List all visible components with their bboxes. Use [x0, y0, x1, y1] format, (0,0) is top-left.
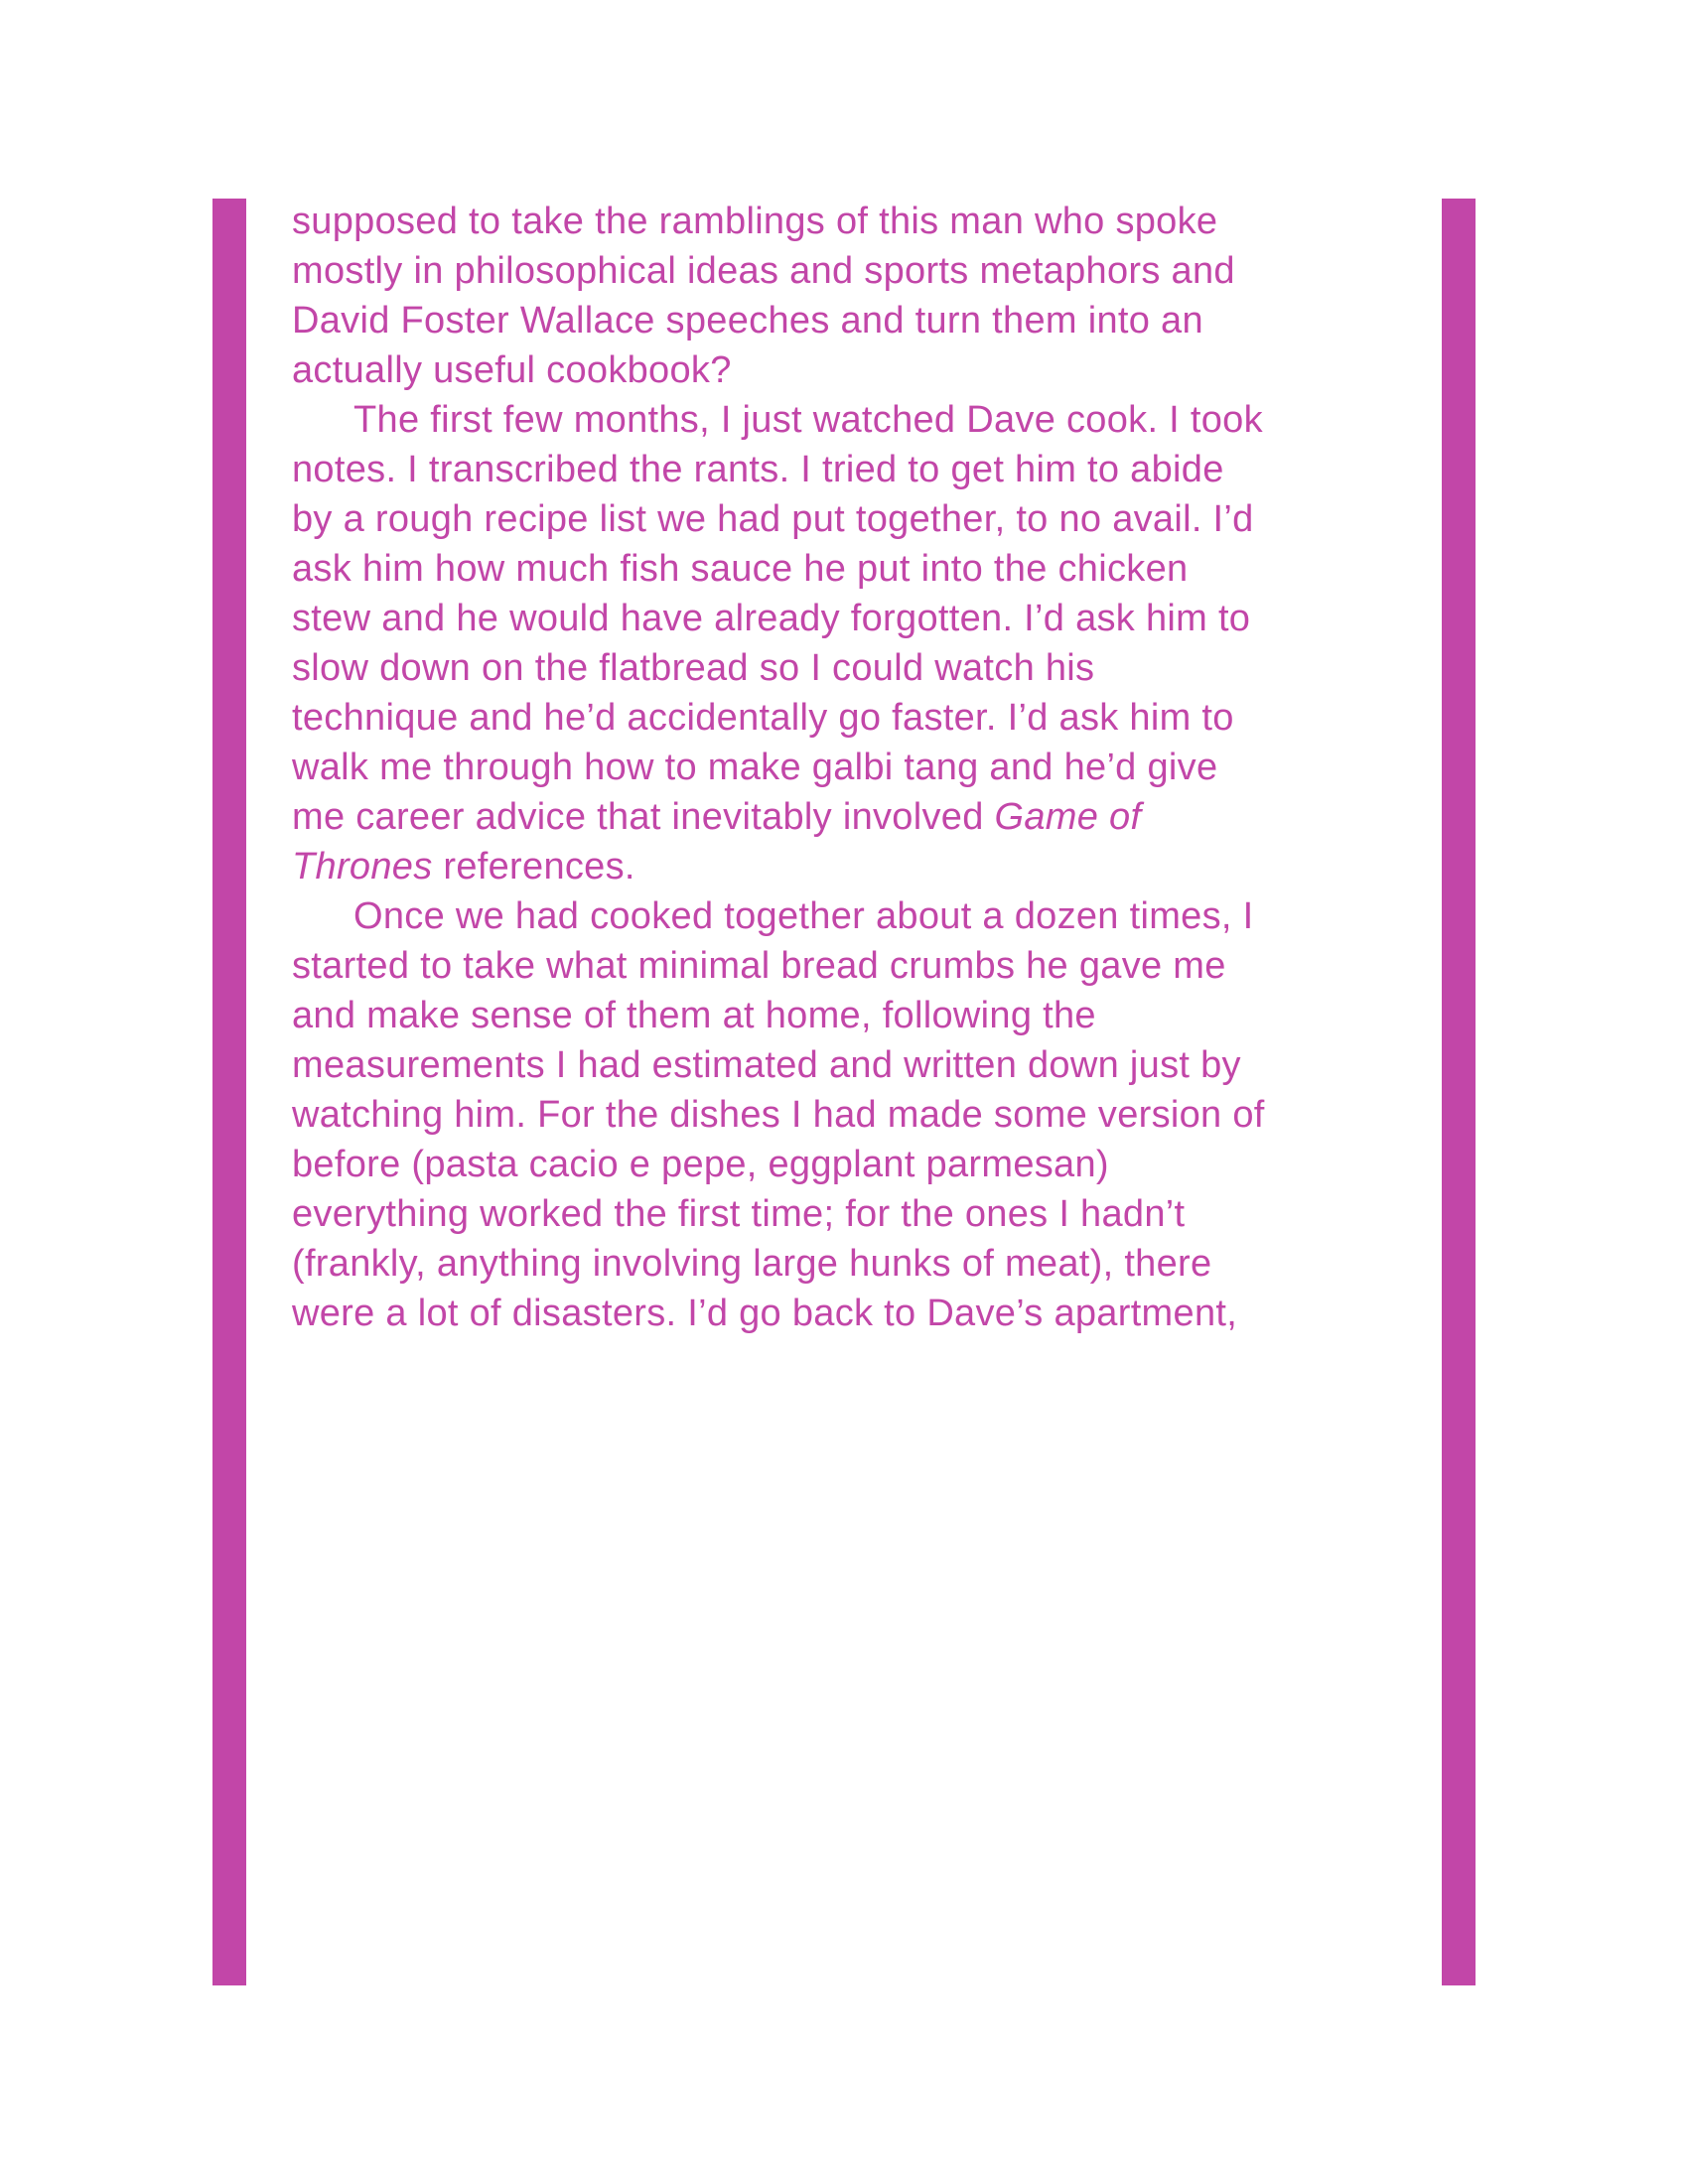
text-span: stew and he would have already forgotten. I’d ask him to	[292, 598, 1251, 639]
paragraph	[292, 395, 1444, 891]
text-span: everything worked the first time; for the ones I hadn’t	[292, 1193, 1186, 1235]
text-span: supposed to take the ramblings of this man who spoke	[292, 201, 1218, 242]
text-line	[292, 445, 1444, 494]
text-line	[292, 345, 1444, 395]
text-span: before (pasta cacio e pepe, eggplant parmesan)	[292, 1144, 1109, 1185]
italic-text-span: Thrones	[292, 846, 433, 887]
text-line	[292, 1239, 1444, 1289]
text-span: mostly in philosophical ideas and sports metaphors and	[292, 250, 1235, 292]
text-line	[292, 1090, 1444, 1140]
text-line	[292, 1189, 1444, 1239]
text-line	[292, 991, 1444, 1040]
text-line	[292, 693, 1444, 743]
left-margin-bar	[212, 199, 246, 1985]
text-line	[292, 891, 1444, 941]
italic-text-span: Game of	[994, 796, 1142, 838]
text-line	[292, 1289, 1444, 1338]
text-span: (frankly, anything involving large hunks of meat), there	[292, 1243, 1212, 1285]
text-span: me career advice that inevitably involved	[292, 796, 995, 838]
text-line	[292, 941, 1444, 991]
paragraph	[292, 891, 1444, 1338]
text-line	[292, 842, 1444, 891]
text-span: watching him. For the dishes I had made some version of	[292, 1094, 1265, 1136]
text-line	[292, 1140, 1444, 1189]
text-span: measurements I had estimated and written down just by	[292, 1044, 1241, 1086]
text-line	[292, 743, 1444, 792]
text-line	[292, 1040, 1444, 1090]
text-span: Once we had cooked together about a dozen times, I	[353, 895, 1254, 937]
text-span: notes. I transcribed the rants. I tried to get him to abide	[292, 449, 1224, 490]
text-span: actually useful cookbook?	[292, 349, 732, 391]
text-span: by a rough recipe list we had put together, to no avail. I’d	[292, 498, 1254, 540]
text-span: The first few months, I just watched Dave cook. I took	[353, 399, 1263, 441]
right-margin-bar	[1442, 199, 1476, 1985]
text-line	[292, 395, 1444, 445]
body-text	[292, 197, 1444, 1338]
text-line	[292, 197, 1444, 246]
text-span: technique and he’d accidentally go faster. I’d ask him to	[292, 697, 1234, 739]
text-line	[292, 246, 1444, 296]
text-line	[292, 643, 1444, 693]
text-span: slow down on the flatbread so I could watch his	[292, 647, 1095, 689]
text-line	[292, 494, 1444, 544]
text-span: walk me through how to make galbi tang and he’d give	[292, 747, 1218, 788]
text-span: David Foster Wallace speeches and turn them into an	[292, 300, 1203, 341]
text-line	[292, 594, 1444, 643]
text-span: started to take what minimal bread crumbs he gave me	[292, 945, 1226, 987]
paragraph	[292, 197, 1444, 395]
text-span: and make sense of them at home, following the	[292, 995, 1096, 1036]
text-line	[292, 544, 1444, 594]
text-line	[292, 792, 1444, 842]
text-span: references.	[432, 846, 635, 887]
text-span: were a lot of disasters. I’d go back to Dave’s apartment,	[292, 1293, 1238, 1334]
text-span: ask him how much fish sauce he put into the chicken	[292, 548, 1189, 590]
text-line	[292, 296, 1444, 345]
